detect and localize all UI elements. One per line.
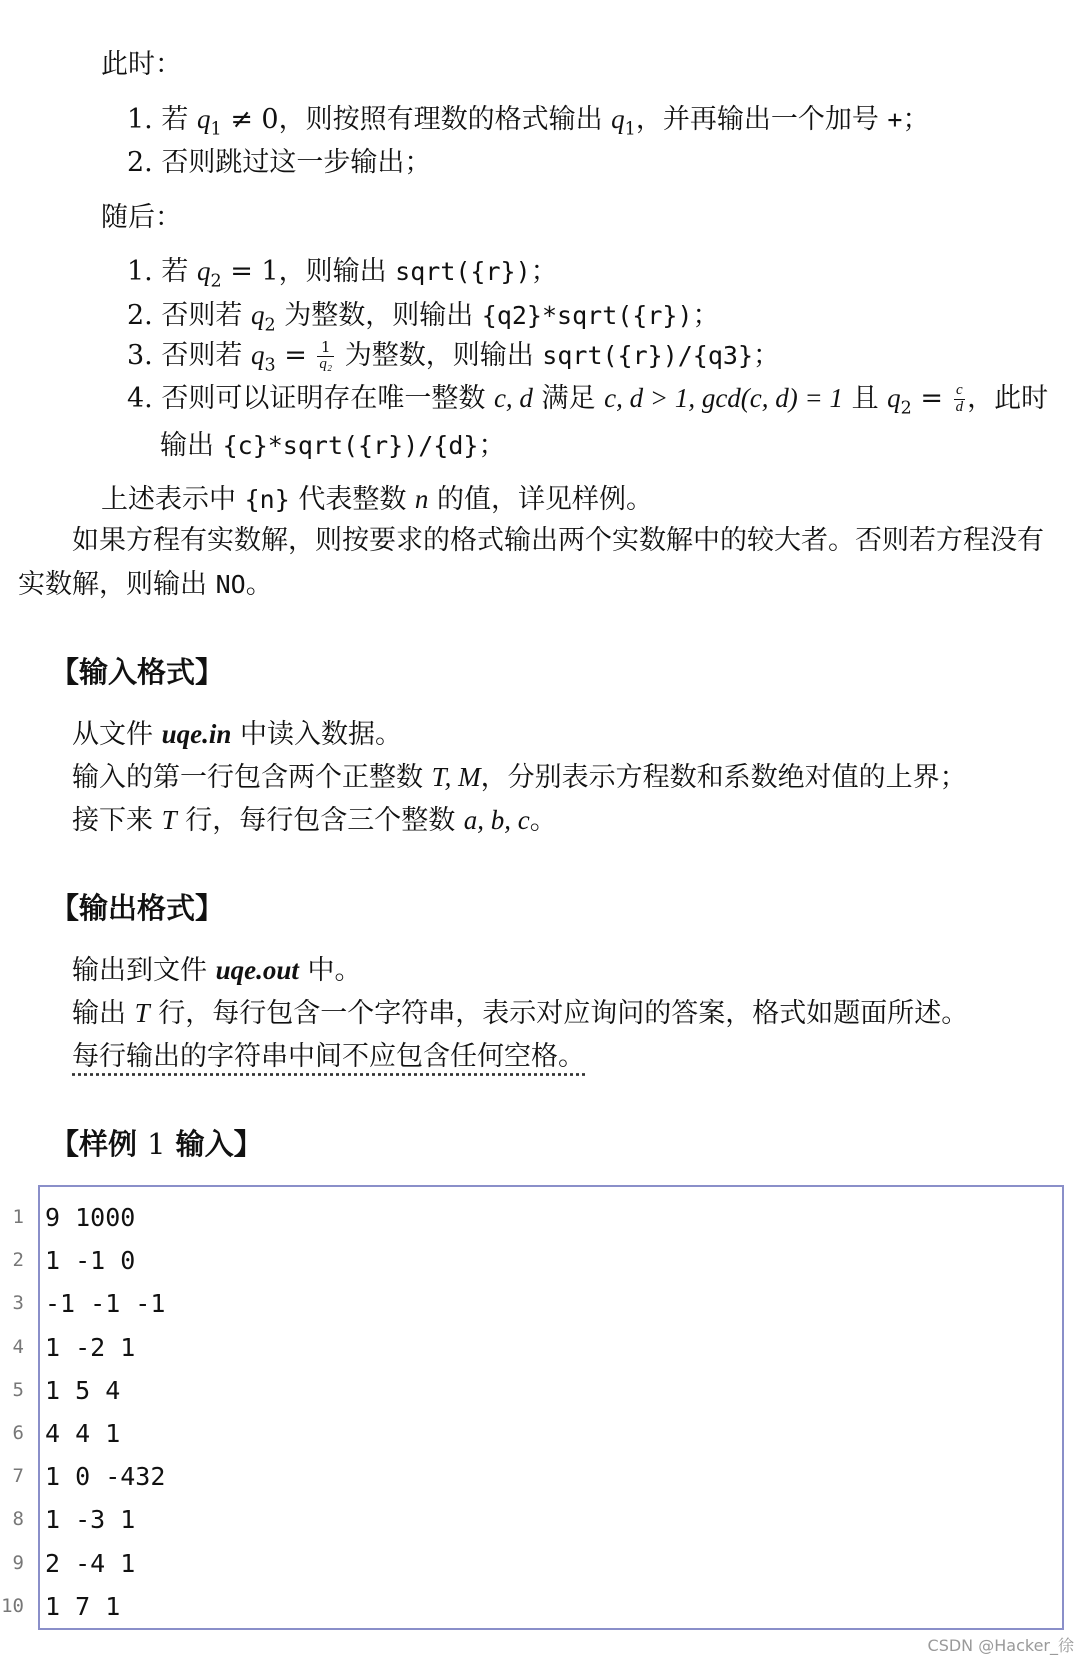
text: 若 — [161, 104, 197, 135]
text: 中读入数据。 — [231, 719, 402, 750]
text: ，此时 — [967, 383, 1049, 414]
inline-code: sqrt({r})/{q3} — [542, 341, 754, 370]
input-format-line2 — [72, 755, 967, 794]
fraction-denominator: d — [955, 399, 964, 415]
intro-this-time: 此时： — [101, 49, 182, 80]
code-text: 1 -1 0 — [45, 1246, 136, 1276]
input-format-heading: 【输入格式】 — [50, 655, 225, 689]
text: 【样例 — [50, 1127, 148, 1161]
inline-code: NO — [215, 570, 246, 599]
code-text: -1 -1 -1 — [45, 1289, 166, 1319]
line-number: 6 — [12, 1422, 24, 1444]
list-number: 4. — [127, 383, 153, 414]
inline-code: sqrt({r}) — [395, 257, 531, 286]
text: 若 — [161, 256, 197, 287]
math-var: q — [611, 104, 625, 134]
text: = — [911, 383, 952, 414]
file-name: uqe.in — [161, 719, 232, 749]
line-number: 2 — [12, 1249, 24, 1272]
code-line — [0, 1326, 1088, 1369]
text: 输出到文件 — [72, 955, 216, 986]
math-sub: 2 — [900, 398, 912, 419]
math-sub: 2 — [210, 271, 222, 292]
text: 。 — [529, 805, 557, 836]
line-number: 8 — [12, 1508, 24, 1531]
line-number: 1 — [12, 1206, 24, 1228]
math-var: T — [134, 998, 150, 1028]
text: 。 — [245, 569, 273, 600]
math-var: n — [414, 484, 429, 514]
line-number: 4 — [12, 1335, 24, 1358]
list-item-s1 — [127, 249, 558, 292]
code-line — [0, 1542, 1088, 1585]
text: 行，每行包含三个整数 — [176, 805, 464, 836]
note-placeholder-meaning — [101, 477, 653, 516]
text: 输入的第一行包含两个正整数 — [72, 762, 432, 793]
sample-input-heading — [50, 1122, 263, 1163]
text: 否则若 — [161, 340, 251, 371]
math-sub: 2 — [264, 315, 276, 336]
list-item-s3 — [127, 333, 781, 376]
fraction-numerator: c — [954, 383, 966, 400]
text: ≠ 0，则按照有理数的格式输出 — [221, 104, 612, 135]
code-text: 1 -3 1 — [45, 1505, 136, 1535]
text: 否则跳过这一步输出； — [161, 147, 432, 178]
code-line — [0, 1498, 1088, 1541]
sample-number: 1 — [147, 1127, 166, 1161]
math-expr: T, M — [431, 762, 481, 792]
input-format-line3 — [72, 798, 557, 837]
text: = — [275, 340, 316, 371]
code-line — [0, 1196, 1088, 1239]
fraction-numerator: 1 — [317, 340, 334, 357]
text: 接下来 — [72, 805, 162, 836]
list-number: 3. — [127, 340, 153, 371]
text: ； — [902, 104, 930, 135]
fraction — [954, 383, 966, 416]
text: ，分别表示方程数和系数绝对值的上界； — [480, 762, 967, 793]
fraction — [317, 340, 334, 373]
list-number: 2. — [127, 147, 153, 178]
math-sub: 3 — [264, 355, 276, 376]
inline-code: {n} — [244, 485, 290, 514]
text: 且 — [842, 383, 888, 414]
code-line — [0, 1369, 1088, 1412]
text: 从文件 — [72, 719, 162, 750]
text: 代表整数 — [289, 484, 415, 515]
intro-afterwards: 随后： — [101, 202, 182, 233]
math-expr: c, d — [493, 383, 533, 413]
line-number: 3 — [12, 1292, 24, 1315]
math-var: q — [250, 300, 265, 330]
text: 满足 — [532, 383, 605, 414]
file-name: uqe.out — [215, 955, 299, 985]
code-line — [0, 1455, 1088, 1498]
list-number: 1. — [127, 256, 153, 287]
note-real-solution-line2 — [18, 562, 273, 601]
math-sub: 1 — [210, 119, 222, 140]
text: 否则可以证明存在唯一整数 — [161, 383, 494, 414]
list-item-s4 — [127, 376, 1049, 419]
text: 为整数，则输出 — [275, 300, 482, 331]
text: ； — [478, 430, 506, 461]
input-format-line1 — [72, 712, 402, 751]
code-line — [0, 1412, 1088, 1455]
math-sub: 1 — [624, 119, 636, 140]
text: ； — [753, 340, 781, 371]
code-text: 1 0 -432 — [45, 1462, 166, 1492]
line-number: 10 — [1, 1594, 24, 1617]
text: ； — [530, 256, 558, 287]
list-item-1 — [127, 97, 930, 140]
inline-code: + — [887, 105, 903, 134]
output-format-line3: 每行输出的字符串中间不应包含任何空格。 — [72, 1041, 585, 1072]
line-number: 7 — [12, 1465, 24, 1488]
output-format-line2 — [72, 991, 968, 1030]
inline-code: {q2}*sqrt({r}) — [481, 301, 693, 330]
line-number: 5 — [12, 1378, 24, 1401]
text: 实数解，则输出 — [18, 569, 216, 600]
list-item-s2 — [127, 293, 720, 336]
code-text: 1 5 4 — [45, 1375, 121, 1405]
text: = 1，则输出 — [221, 256, 396, 287]
output-format-line1 — [72, 948, 361, 987]
text: ，并再输出一个加号 — [635, 104, 888, 135]
text: 输出 — [72, 998, 135, 1029]
watermark: CSDN @Hacker_徐 — [927, 1636, 1074, 1655]
list-number: 2. — [127, 300, 153, 331]
text: 中。 — [298, 955, 362, 986]
math-var: q — [196, 256, 211, 286]
fraction-denominator: q₂ — [319, 356, 333, 372]
text: 为整数，则输出 — [336, 340, 543, 371]
code-text: 1 -2 1 — [45, 1332, 136, 1362]
code-text: 2 -4 1 — [45, 1548, 136, 1578]
output-format-heading: 【输出格式】 — [50, 891, 225, 925]
text: ； — [692, 300, 720, 331]
note-real-solution-line1: 如果方程有实数解，则按要求的格式输出两个实数解中的较大者。否则若方程没有 — [72, 525, 1044, 556]
code-line — [0, 1585, 1088, 1628]
text: 的值，详见样例。 — [428, 484, 654, 515]
text: 否则若 — [161, 300, 251, 331]
math-var: q — [887, 383, 901, 413]
math-var: q — [196, 104, 211, 134]
text: 上述表示中 — [101, 484, 245, 515]
line-number: 9 — [12, 1551, 24, 1574]
code-line — [0, 1282, 1088, 1325]
math-expr: a, b, c — [463, 805, 530, 835]
math-expr: c, d > 1, gcd(c, d) = 1 — [604, 383, 843, 413]
code-line — [0, 1239, 1088, 1282]
text: 输出 — [160, 430, 223, 461]
text: 输入】 — [165, 1127, 263, 1161]
list-number: 1. — [127, 104, 153, 135]
code-text: 4 4 1 — [45, 1419, 121, 1448]
list-item-2 — [127, 140, 431, 179]
math-var: q — [250, 340, 265, 370]
inline-code: {c}*sqrt({r})/{d} — [222, 431, 479, 460]
code-text: 1 7 1 — [45, 1591, 121, 1621]
text: 行，每行包含一个字符串，表示对应询问的答案，格式如题面所述。 — [149, 998, 969, 1029]
list-item-s4-continuation — [160, 423, 505, 462]
math-var: T — [161, 805, 177, 835]
code-text: 9 1000 — [45, 1203, 136, 1232]
